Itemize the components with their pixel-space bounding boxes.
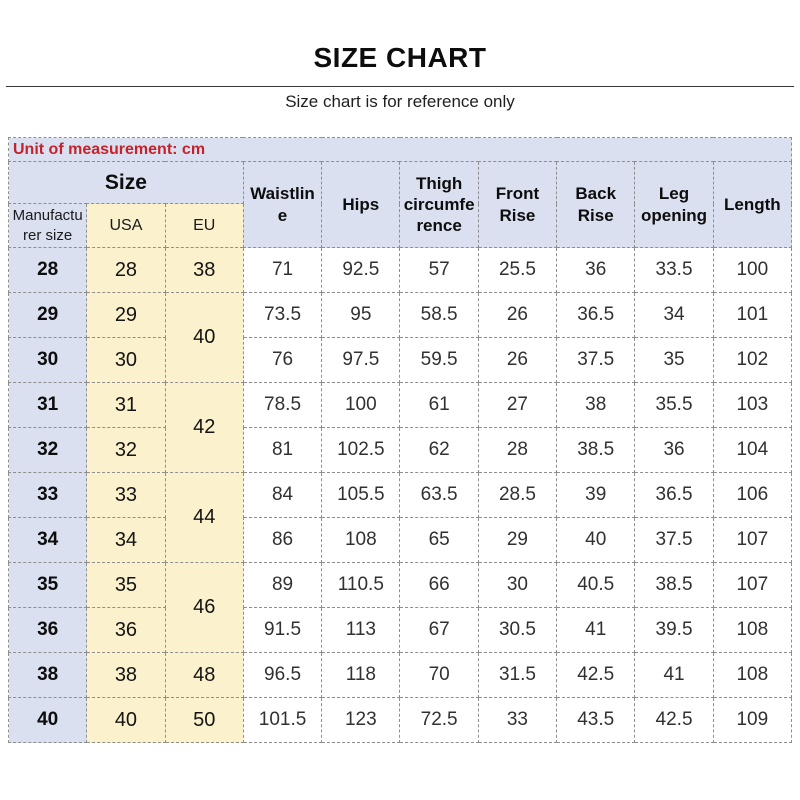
table-row-size-33 bbox=[9, 473, 792, 518]
usa-size-cell: 34 bbox=[87, 518, 165, 563]
leg-opening-cell: 34 bbox=[635, 293, 713, 338]
leg-opening-cell: 36 bbox=[635, 428, 713, 473]
leg-opening-cell: 35.5 bbox=[635, 383, 713, 428]
usa-size-cell: 32 bbox=[87, 428, 165, 473]
back-rise-cell: 43.5 bbox=[557, 698, 635, 743]
length-cell: 102 bbox=[713, 338, 791, 383]
thigh-cell: 70 bbox=[400, 653, 478, 698]
waistline-cell: 91.5 bbox=[243, 608, 321, 653]
hips-cell: 100 bbox=[322, 383, 400, 428]
waistline-cell: 84 bbox=[243, 473, 321, 518]
table-row-size-30 bbox=[9, 338, 792, 383]
front-rise-cell: 25.5 bbox=[478, 248, 556, 293]
eu-size-cell: 48 bbox=[165, 653, 243, 698]
usa-size-cell: 33 bbox=[87, 473, 165, 518]
hips-cell: 102.5 bbox=[322, 428, 400, 473]
hips-cell: 97.5 bbox=[322, 338, 400, 383]
column-header-hips: Hips bbox=[322, 162, 400, 248]
usa-size-cell: 35 bbox=[87, 563, 165, 608]
hips-cell: 118 bbox=[322, 653, 400, 698]
leg-opening-cell: 33.5 bbox=[635, 248, 713, 293]
size-table bbox=[8, 137, 792, 743]
front-rise-cell: 30.5 bbox=[478, 608, 556, 653]
usa-size-cell: 38 bbox=[87, 653, 165, 698]
length-cell: 107 bbox=[713, 563, 791, 608]
front-rise-cell: 28 bbox=[478, 428, 556, 473]
usa-size-cell: 40 bbox=[87, 698, 165, 743]
table-row-size-28 bbox=[9, 248, 792, 293]
back-rise-cell: 36 bbox=[557, 248, 635, 293]
leg-opening-cell: 41 bbox=[635, 653, 713, 698]
leg-opening-cell: 36.5 bbox=[635, 473, 713, 518]
hips-cell: 95 bbox=[322, 293, 400, 338]
eu-size-cell: 38 bbox=[165, 248, 243, 293]
column-header-thigh-circumference: Thigh circumference bbox=[400, 162, 478, 248]
manufacturer-size-cell: 31 bbox=[9, 383, 87, 428]
thigh-cell: 63.5 bbox=[400, 473, 478, 518]
waistline-cell: 73.5 bbox=[243, 293, 321, 338]
length-cell: 108 bbox=[713, 608, 791, 653]
waistline-cell: 86 bbox=[243, 518, 321, 563]
eu-size-cell: 50 bbox=[165, 698, 243, 743]
back-rise-cell: 38 bbox=[557, 383, 635, 428]
leg-opening-cell: 38.5 bbox=[635, 563, 713, 608]
thigh-cell: 62 bbox=[400, 428, 478, 473]
front-rise-cell: 30 bbox=[478, 563, 556, 608]
back-rise-cell: 41 bbox=[557, 608, 635, 653]
leg-opening-cell: 35 bbox=[635, 338, 713, 383]
front-rise-cell: 27 bbox=[478, 383, 556, 428]
back-rise-cell: 38.5 bbox=[557, 428, 635, 473]
length-cell: 109 bbox=[713, 698, 791, 743]
column-header-back-rise: Back Rise bbox=[557, 162, 635, 248]
thigh-cell: 67 bbox=[400, 608, 478, 653]
length-cell: 101 bbox=[713, 293, 791, 338]
back-rise-cell: 40 bbox=[557, 518, 635, 563]
table-row-size-36 bbox=[9, 608, 792, 653]
table-row-size-38 bbox=[9, 653, 792, 698]
hips-cell: 123 bbox=[322, 698, 400, 743]
thigh-cell: 65 bbox=[400, 518, 478, 563]
column-header-waistline: Waistline bbox=[243, 162, 321, 248]
hips-cell: 108 bbox=[322, 518, 400, 563]
eu-size-cell: 42 bbox=[165, 383, 243, 473]
manufacturer-size-cell: 30 bbox=[9, 338, 87, 383]
table-row-size-34 bbox=[9, 518, 792, 563]
back-rise-cell: 40.5 bbox=[557, 563, 635, 608]
leg-opening-cell: 42.5 bbox=[635, 698, 713, 743]
back-rise-cell: 37.5 bbox=[557, 338, 635, 383]
length-cell: 100 bbox=[713, 248, 791, 293]
thigh-cell: 59.5 bbox=[400, 338, 478, 383]
table-row-size-31 bbox=[9, 383, 792, 428]
unit-note: Unit of measurement: cm bbox=[9, 138, 792, 162]
back-rise-cell: 39 bbox=[557, 473, 635, 518]
length-cell: 103 bbox=[713, 383, 791, 428]
manufacturer-size-cell: 36 bbox=[9, 608, 87, 653]
front-rise-cell: 26 bbox=[478, 293, 556, 338]
column-header-leg-opening: Leg opening bbox=[635, 162, 713, 248]
eu-size-cell: 44 bbox=[165, 473, 243, 563]
eu-size-cell: 40 bbox=[165, 293, 243, 383]
back-rise-cell: 36.5 bbox=[557, 293, 635, 338]
page-subtitle: Size chart is for reference only bbox=[285, 92, 515, 111]
unit-note-row bbox=[9, 138, 792, 162]
thigh-cell: 58.5 bbox=[400, 293, 478, 338]
usa-size-cell: 31 bbox=[87, 383, 165, 428]
length-cell: 106 bbox=[713, 473, 791, 518]
front-rise-cell: 26 bbox=[478, 338, 556, 383]
manufacturer-size-cell: 38 bbox=[9, 653, 87, 698]
size-group-header: Size bbox=[9, 162, 244, 204]
manufacturer-size-cell: 32 bbox=[9, 428, 87, 473]
manufacturer-size-cell: 28 bbox=[9, 248, 87, 293]
usa-size-cell: 36 bbox=[87, 608, 165, 653]
waistline-cell: 81 bbox=[243, 428, 321, 473]
usa-size-cell: 29 bbox=[87, 293, 165, 338]
usa-size-cell: 30 bbox=[87, 338, 165, 383]
column-header-front-rise: Front Rise bbox=[478, 162, 556, 248]
column-header-eu: EU bbox=[165, 204, 243, 248]
hips-cell: 110.5 bbox=[322, 563, 400, 608]
eu-size-cell: 46 bbox=[165, 563, 243, 653]
waistline-cell: 101.5 bbox=[243, 698, 321, 743]
thigh-cell: 72.5 bbox=[400, 698, 478, 743]
table-row-size-29 bbox=[9, 293, 792, 338]
front-rise-cell: 31.5 bbox=[478, 653, 556, 698]
thigh-cell: 57 bbox=[400, 248, 478, 293]
waistline-cell: 78.5 bbox=[243, 383, 321, 428]
hips-cell: 92.5 bbox=[322, 248, 400, 293]
title-divider bbox=[6, 86, 794, 87]
thigh-cell: 66 bbox=[400, 563, 478, 608]
column-header-length: Length bbox=[713, 162, 791, 248]
manufacturer-size-cell: 33 bbox=[9, 473, 87, 518]
hips-cell: 113 bbox=[322, 608, 400, 653]
length-cell: 107 bbox=[713, 518, 791, 563]
column-header-usa: USA bbox=[87, 204, 165, 248]
waistline-cell: 71 bbox=[243, 248, 321, 293]
front-rise-cell: 29 bbox=[478, 518, 556, 563]
length-cell: 104 bbox=[713, 428, 791, 473]
table-row-size-40 bbox=[9, 698, 792, 743]
size-table-container bbox=[8, 137, 792, 743]
leg-opening-cell: 37.5 bbox=[635, 518, 713, 563]
waistline-cell: 96.5 bbox=[243, 653, 321, 698]
thigh-cell: 61 bbox=[400, 383, 478, 428]
usa-size-cell: 28 bbox=[87, 248, 165, 293]
hips-cell: 105.5 bbox=[322, 473, 400, 518]
waistline-cell: 76 bbox=[243, 338, 321, 383]
leg-opening-cell: 39.5 bbox=[635, 608, 713, 653]
manufacturer-size-cell: 35 bbox=[9, 563, 87, 608]
column-header-manufacturer-size: Manufacturer size bbox=[9, 204, 87, 248]
length-cell: 108 bbox=[713, 653, 791, 698]
manufacturer-size-cell: 40 bbox=[9, 698, 87, 743]
table-row-size-35 bbox=[9, 563, 792, 608]
manufacturer-size-cell: 29 bbox=[9, 293, 87, 338]
waistline-cell: 89 bbox=[243, 563, 321, 608]
back-rise-cell: 42.5 bbox=[557, 653, 635, 698]
manufacturer-size-cell: 34 bbox=[9, 518, 87, 563]
page-title: SIZE CHART bbox=[313, 42, 487, 73]
front-rise-cell: 28.5 bbox=[478, 473, 556, 518]
front-rise-cell: 33 bbox=[478, 698, 556, 743]
header-row-groups bbox=[9, 162, 792, 204]
table-row-size-32 bbox=[9, 428, 792, 473]
